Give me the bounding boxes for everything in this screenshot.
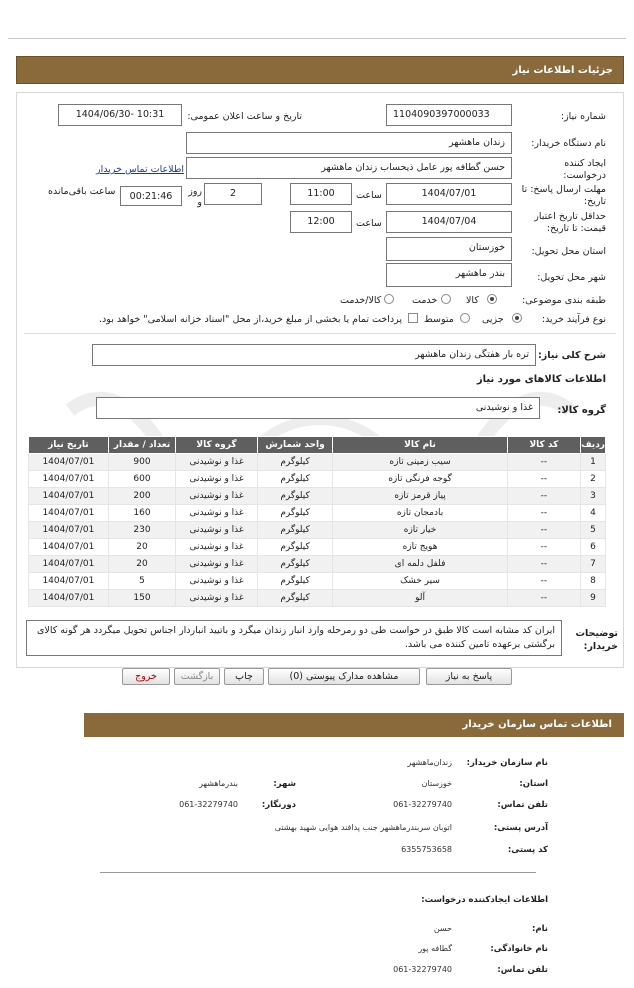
contact-fax-label: دورنگار: [261, 800, 296, 810]
table-row [29, 522, 606, 539]
goods-group-label: گروه کالا: [557, 405, 606, 416]
buyer-org-label: نام دستگاه خریدار: [531, 138, 606, 149]
cell-row-num: 2 [581, 471, 606, 488]
validity-time-field: 12:00 [290, 211, 352, 233]
cell-item-code: -- [507, 488, 580, 505]
page-title: جزئیات اطلاعات نیاز [512, 65, 613, 76]
buyer-contact-link[interactable]: اطلاعات تماس خریدار [96, 164, 185, 175]
contact-org-value: زندان‌ماهشهر [407, 758, 452, 767]
cell-item-name: سیب زمینی تازه [333, 454, 507, 471]
category-option-service: خدمت [412, 295, 438, 306]
cell-item-quantity: 20 [108, 556, 176, 573]
cell-item-unit: کیلوگرم [257, 488, 333, 505]
col-header-date: تاریخ نیاز [29, 437, 109, 454]
cell-row-num: 6 [581, 539, 606, 556]
exit-button[interactable]: خروج [122, 668, 170, 685]
cell-item-unit: کیلوگرم [257, 573, 333, 590]
cell-item-name: آلو [333, 590, 507, 607]
announce-date-field: 1404/06/30- 10:31 [58, 104, 182, 126]
cell-item-date: 1404/07/01 [29, 522, 109, 539]
cell-item-code: -- [507, 590, 580, 607]
cell-item-unit: کیلوگرم [257, 590, 333, 607]
cell-item-group: غذا و نوشیدنی [176, 454, 257, 471]
validity-date-field: 1404/07/04 [386, 211, 512, 233]
cell-item-date: 1404/07/01 [29, 590, 109, 607]
remaining-days-field: 2 [204, 183, 262, 205]
contact-city-value: بندرماهشهر [199, 779, 238, 788]
creator-last-name-label: نام خانوادگی: [490, 944, 548, 954]
city-field: بندر ماهشهر [386, 263, 512, 287]
cell-item-name: هویج تازه [333, 539, 507, 556]
table-row [29, 590, 606, 607]
cell-item-unit: کیلوگرم [257, 471, 333, 488]
cell-row-num: 8 [581, 573, 606, 590]
validity-label: حداقل تاریخ اعتبار قیمت: تا تاریخ: [534, 211, 606, 234]
cell-item-date: 1404/07/01 [29, 556, 109, 573]
goods-table [28, 436, 606, 607]
creator-phone-label: تلفن تماس: [497, 965, 548, 975]
contact-header-bar [84, 713, 624, 737]
col-header-row-num: ردیف [581, 437, 606, 454]
cell-row-num: 3 [581, 488, 606, 505]
cell-item-name: بادمجان تازه [333, 505, 507, 522]
col-header-name: نام کالا [333, 437, 507, 454]
category-radio-goods-service[interactable] [384, 294, 394, 304]
col-header-quantity: تعداد / مقدار [108, 437, 176, 454]
cell-item-group: غذا و نوشیدنی [176, 590, 257, 607]
cell-item-code: -- [507, 556, 580, 573]
col-header-group: گروه کالا [176, 437, 257, 454]
top-divider [8, 38, 626, 39]
category-radio-service[interactable] [441, 294, 451, 304]
contact-org-label: نام سازمان خریدار: [466, 758, 548, 768]
remaining-time-label: ساعت باقی‌مانده [48, 186, 116, 197]
announce-date-label: تاریخ و ساعت اعلان عمومی: [187, 111, 302, 122]
cell-item-date: 1404/07/01 [29, 488, 109, 505]
cell-item-quantity: 150 [108, 590, 176, 607]
cell-item-quantity: 200 [108, 488, 176, 505]
table-row [29, 471, 606, 488]
contact-address-value: اتوبان سربندرماهشهر جنب پدافند هوایی شهید بهشتی [274, 823, 452, 832]
creator-phone-value: 061-32279740 [393, 965, 452, 974]
cell-item-group: غذا و نوشیدنی [176, 488, 257, 505]
process-radio-medium[interactable] [460, 313, 470, 323]
buyer-org-field: زندان ماهشهر [186, 132, 512, 154]
province-field: خوزستان [386, 237, 512, 261]
cell-row-num: 1 [581, 454, 606, 471]
treasury-payment-checkbox[interactable] [408, 313, 418, 323]
goods-info-title: اطلاعات کالاهای مورد نیاز [476, 374, 606, 385]
goods-table-body [29, 454, 606, 607]
cell-item-date: 1404/07/01 [29, 454, 109, 471]
reply-button[interactable]: پاسخ به نیاز [426, 668, 512, 685]
province-label: استان محل تحویل: [531, 246, 606, 257]
cell-row-num: 4 [581, 505, 606, 522]
creator-first-name-label: نام: [531, 924, 548, 934]
cell-item-name: خیار تازه [333, 522, 507, 539]
remaining-days-label: روز و [188, 186, 202, 208]
city-label: شهر محل تحویل: [537, 272, 606, 283]
contact-fax-value: 061-32279740 [179, 800, 238, 809]
contact-phone-value: 061-32279740 [393, 800, 452, 809]
cell-item-group: غذا و نوشیدنی [176, 539, 257, 556]
deadline-time-field: 11:00 [290, 183, 352, 205]
contact-province-label: استان: [519, 779, 548, 789]
cell-item-code: -- [507, 573, 580, 590]
goods-table-header-row [29, 437, 606, 454]
cell-item-group: غذا و نوشیدنی [176, 522, 257, 539]
contact-postal-label: کد پستی: [507, 845, 548, 855]
cell-item-group: غذا و نوشیدنی [176, 573, 257, 590]
contact-title: اطلاعات تماس سازمان خریدار [462, 719, 612, 730]
table-row [29, 573, 606, 590]
back-button[interactable]: بازگشت [174, 668, 220, 685]
cell-row-num: 9 [581, 590, 606, 607]
remaining-time-field: 00:21:46 [120, 186, 182, 206]
table-row [29, 505, 606, 522]
cell-item-code: -- [507, 505, 580, 522]
contact-province-value: خوزستان [421, 779, 452, 788]
cell-row-num: 7 [581, 556, 606, 573]
contact-city-label: شهر: [273, 779, 296, 789]
cell-item-group: غذا و نوشیدنی [176, 471, 257, 488]
cell-row-num: 5 [581, 522, 606, 539]
page-header-bar [16, 56, 624, 84]
creator-field: حسن گطافه پور عامل ذیحساب زندان ماهشهر [186, 157, 512, 179]
validity-time-label: ساعت [356, 218, 382, 229]
goods-group-field: غذا و نوشیدنی [96, 397, 540, 419]
creator-last-name-value: گطافه پور [418, 944, 452, 953]
cell-item-code: -- [507, 522, 580, 539]
cell-item-unit: کیلوگرم [257, 539, 333, 556]
cell-item-date: 1404/07/01 [29, 471, 109, 488]
treasury-payment-note: پرداخت تمام یا بخشی از مبلغ خرید،از محل "اسناد خزانه اسلامی" خواهد بود. [99, 314, 402, 325]
cell-item-date: 1404/07/01 [29, 539, 109, 556]
cell-item-quantity: 5 [108, 573, 176, 590]
category-radio-goods[interactable] [487, 294, 497, 304]
table-row [29, 454, 606, 471]
contact-divider [100, 872, 536, 873]
process-option-minor: جزیی [482, 314, 504, 325]
print-button[interactable]: چاپ [224, 668, 264, 685]
cell-item-unit: کیلوگرم [257, 505, 333, 522]
summary-label: شرح کلی نیاز: [537, 350, 606, 361]
cell-item-group: غذا و نوشیدنی [176, 505, 257, 522]
cell-item-quantity: 230 [108, 522, 176, 539]
process-option-medium: متوسط [424, 314, 454, 325]
cell-item-name: فلفل دلمه ای [333, 556, 507, 573]
cell-item-group: غذا و نوشیدنی [176, 556, 257, 573]
cell-item-date: 1404/07/01 [29, 505, 109, 522]
attachments-button[interactable]: مشاهده مدارک پیوستی (0) [268, 668, 420, 685]
need-number-label: شماره نیاز: [560, 111, 606, 122]
deadline-date-field: 1404/07/01 [386, 183, 512, 205]
buyer-notes-text: ایران کد مشابه است کالا طبق در خواست طی دو رمرحله وارد انبار زندان میگرد و باتیید انباردار اجناس تحویل میگردد هر گونه کالای برگشتی برعهده تامین کننده می باشد. [26, 620, 562, 656]
cell-item-quantity: 600 [108, 471, 176, 488]
col-header-code: کد کالا [507, 437, 580, 454]
cell-item-quantity: 900 [108, 454, 176, 471]
category-option-goods-service: کالا/خدمت [340, 295, 382, 306]
cell-item-name: سیر خشک [333, 573, 507, 590]
buyer-notes-label: توضیحات خریدار: [575, 628, 618, 652]
creator-label: ایجاد کننده درخواست: [563, 158, 606, 181]
category-option-goods: کالا [466, 295, 479, 306]
cell-item-quantity: 160 [108, 505, 176, 522]
cell-item-name: گوجه فرنگی تازه [333, 471, 507, 488]
creator-first-name-value: حسن [433, 924, 452, 933]
deadline-time-label: ساعت [356, 190, 382, 201]
cell-item-name: پیاز قرمز تازه [333, 488, 507, 505]
table-row [29, 488, 606, 505]
cell-item-unit: کیلوگرم [257, 522, 333, 539]
cell-item-quantity: 20 [108, 539, 176, 556]
contact-phone-label: تلفن تماس: [497, 800, 548, 810]
table-row [29, 539, 606, 556]
category-label: طبقه بندی موضوعی: [521, 295, 606, 306]
deadline-label: مهلت ارسال پاسخ: تا تاریخ: [521, 184, 606, 207]
summary-field: تره بار هفتگی زندان ماهشهر [92, 344, 536, 366]
creator-info-title: اطلاعات ایجادکننده درخواست: [421, 895, 548, 905]
contact-postal-value: 6355753658 [401, 845, 452, 854]
panel-divider [24, 333, 616, 334]
col-header-unit: واحد شمارش [257, 437, 333, 454]
process-radio-minor[interactable] [512, 313, 522, 323]
cell-item-unit: کیلوگرم [257, 556, 333, 573]
cell-item-unit: کیلوگرم [257, 454, 333, 471]
cell-item-date: 1404/07/01 [29, 573, 109, 590]
table-row [29, 556, 606, 573]
cell-item-code: -- [507, 471, 580, 488]
contact-address-label: آدرس پستی: [493, 823, 548, 833]
process-label: نوع فرآیند خرید: [541, 314, 606, 325]
need-number-field: 1104090397000033 [386, 104, 512, 126]
cell-item-code: -- [507, 539, 580, 556]
cell-item-code: -- [507, 454, 580, 471]
